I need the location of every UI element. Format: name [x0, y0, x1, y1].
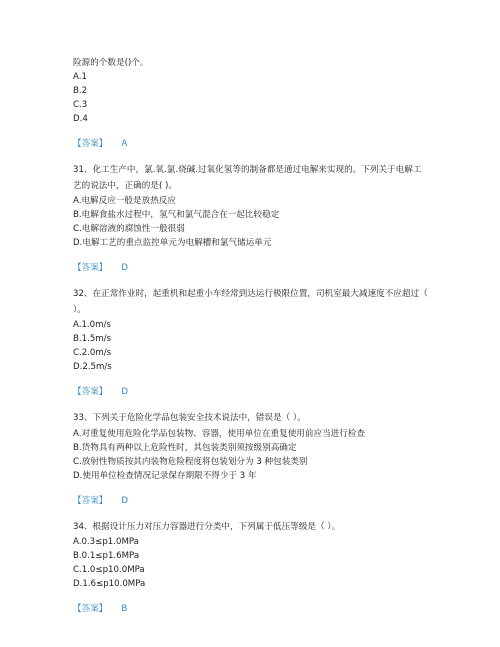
question-32-text: 32、在正常作业时，起重机和起重小车经常到达运行极限位置，司机室最大减速度不应超过（ ）。 [73, 289, 428, 315]
answer-value: D [121, 263, 129, 273]
question-30-block [73, 56, 433, 163]
question-31-block [73, 163, 433, 287]
option-c: C.2.0m/s [73, 348, 112, 358]
option-d: D.2.5m/s [73, 362, 112, 372]
answer-line [73, 494, 433, 508]
question-33-text: 33、下列关于危险化学品包装安全技术说法中，错误是（ ）。 [73, 413, 306, 423]
question-31-text: 31、化工生产中，氯.氧.氯.烧碱.过氧化氢等的制备都是通过电解来实现的。下列关于电解工艺的说法中，正确的是( )。 [73, 165, 422, 191]
option-b: B.0.1≤p1.6MPa [73, 551, 140, 561]
option-d: D.电解工艺的重点监控单元为电解槽和氯气储运单元 [73, 238, 272, 248]
answer-value: A [121, 139, 128, 149]
option-c: C.电解溶液的腐蚀性一般很弱 [73, 224, 185, 234]
question-34-text: 34、根据设计压力对压力容器进行分类中，下列属于低压等级是（ ）。 [73, 521, 341, 532]
option-a: A.1 [73, 72, 87, 82]
question-32-block [73, 287, 433, 411]
answer-line [73, 137, 433, 151]
question-34-block [73, 520, 433, 617]
option-c: C.放射性物质按其内装物危险程度将包装划分为 3 种包装类别 [73, 456, 308, 467]
answer-label: 【答案】 [73, 387, 108, 397]
option-d: D.1.6≤p10.0MPa [73, 579, 146, 589]
option-b: B.1.5m/s [73, 334, 112, 344]
answer-line [73, 385, 433, 399]
answer-label: 【答案】 [73, 263, 108, 273]
option-c: C.1.0≤p10.0MPa [73, 565, 145, 575]
option-a: A.电解反应一般是放热反应 [73, 196, 176, 206]
option-a: A.0.3≤p1.0MPa [73, 537, 139, 547]
question-33-block [73, 411, 433, 520]
option-d: D.使用单位检查情况记录保存期限不得少于 3 年 [73, 470, 257, 481]
answer-value: B [121, 604, 128, 614]
option-b: B.货物具有两种以上危险性时，其包装类别须按级别高确定 [73, 442, 297, 453]
option-d: D.4 [73, 114, 88, 124]
option-c: C.3 [73, 100, 88, 110]
option-b: B.2 [73, 86, 88, 96]
answer-label: 【答案】 [73, 495, 108, 506]
answer-line [73, 602, 433, 616]
answer-label: 【答案】 [73, 604, 108, 614]
answer-label: 【答案】 [73, 139, 108, 149]
document-page [73, 56, 433, 616]
option-b: B.电解食盐水过程中，氢气和氯气混合在一起比较稳定 [73, 210, 280, 220]
option-a: A.1.0m/s [73, 320, 111, 330]
answer-line [73, 261, 433, 275]
answer-value: D [121, 387, 129, 397]
option-a: A.对重复使用危险化学品包装物、容器，使用单位在重复使用前应当进行检查 [73, 428, 366, 439]
answer-value: D [121, 495, 129, 506]
question-30-tail: 险源的个数是()个。 [73, 58, 149, 68]
